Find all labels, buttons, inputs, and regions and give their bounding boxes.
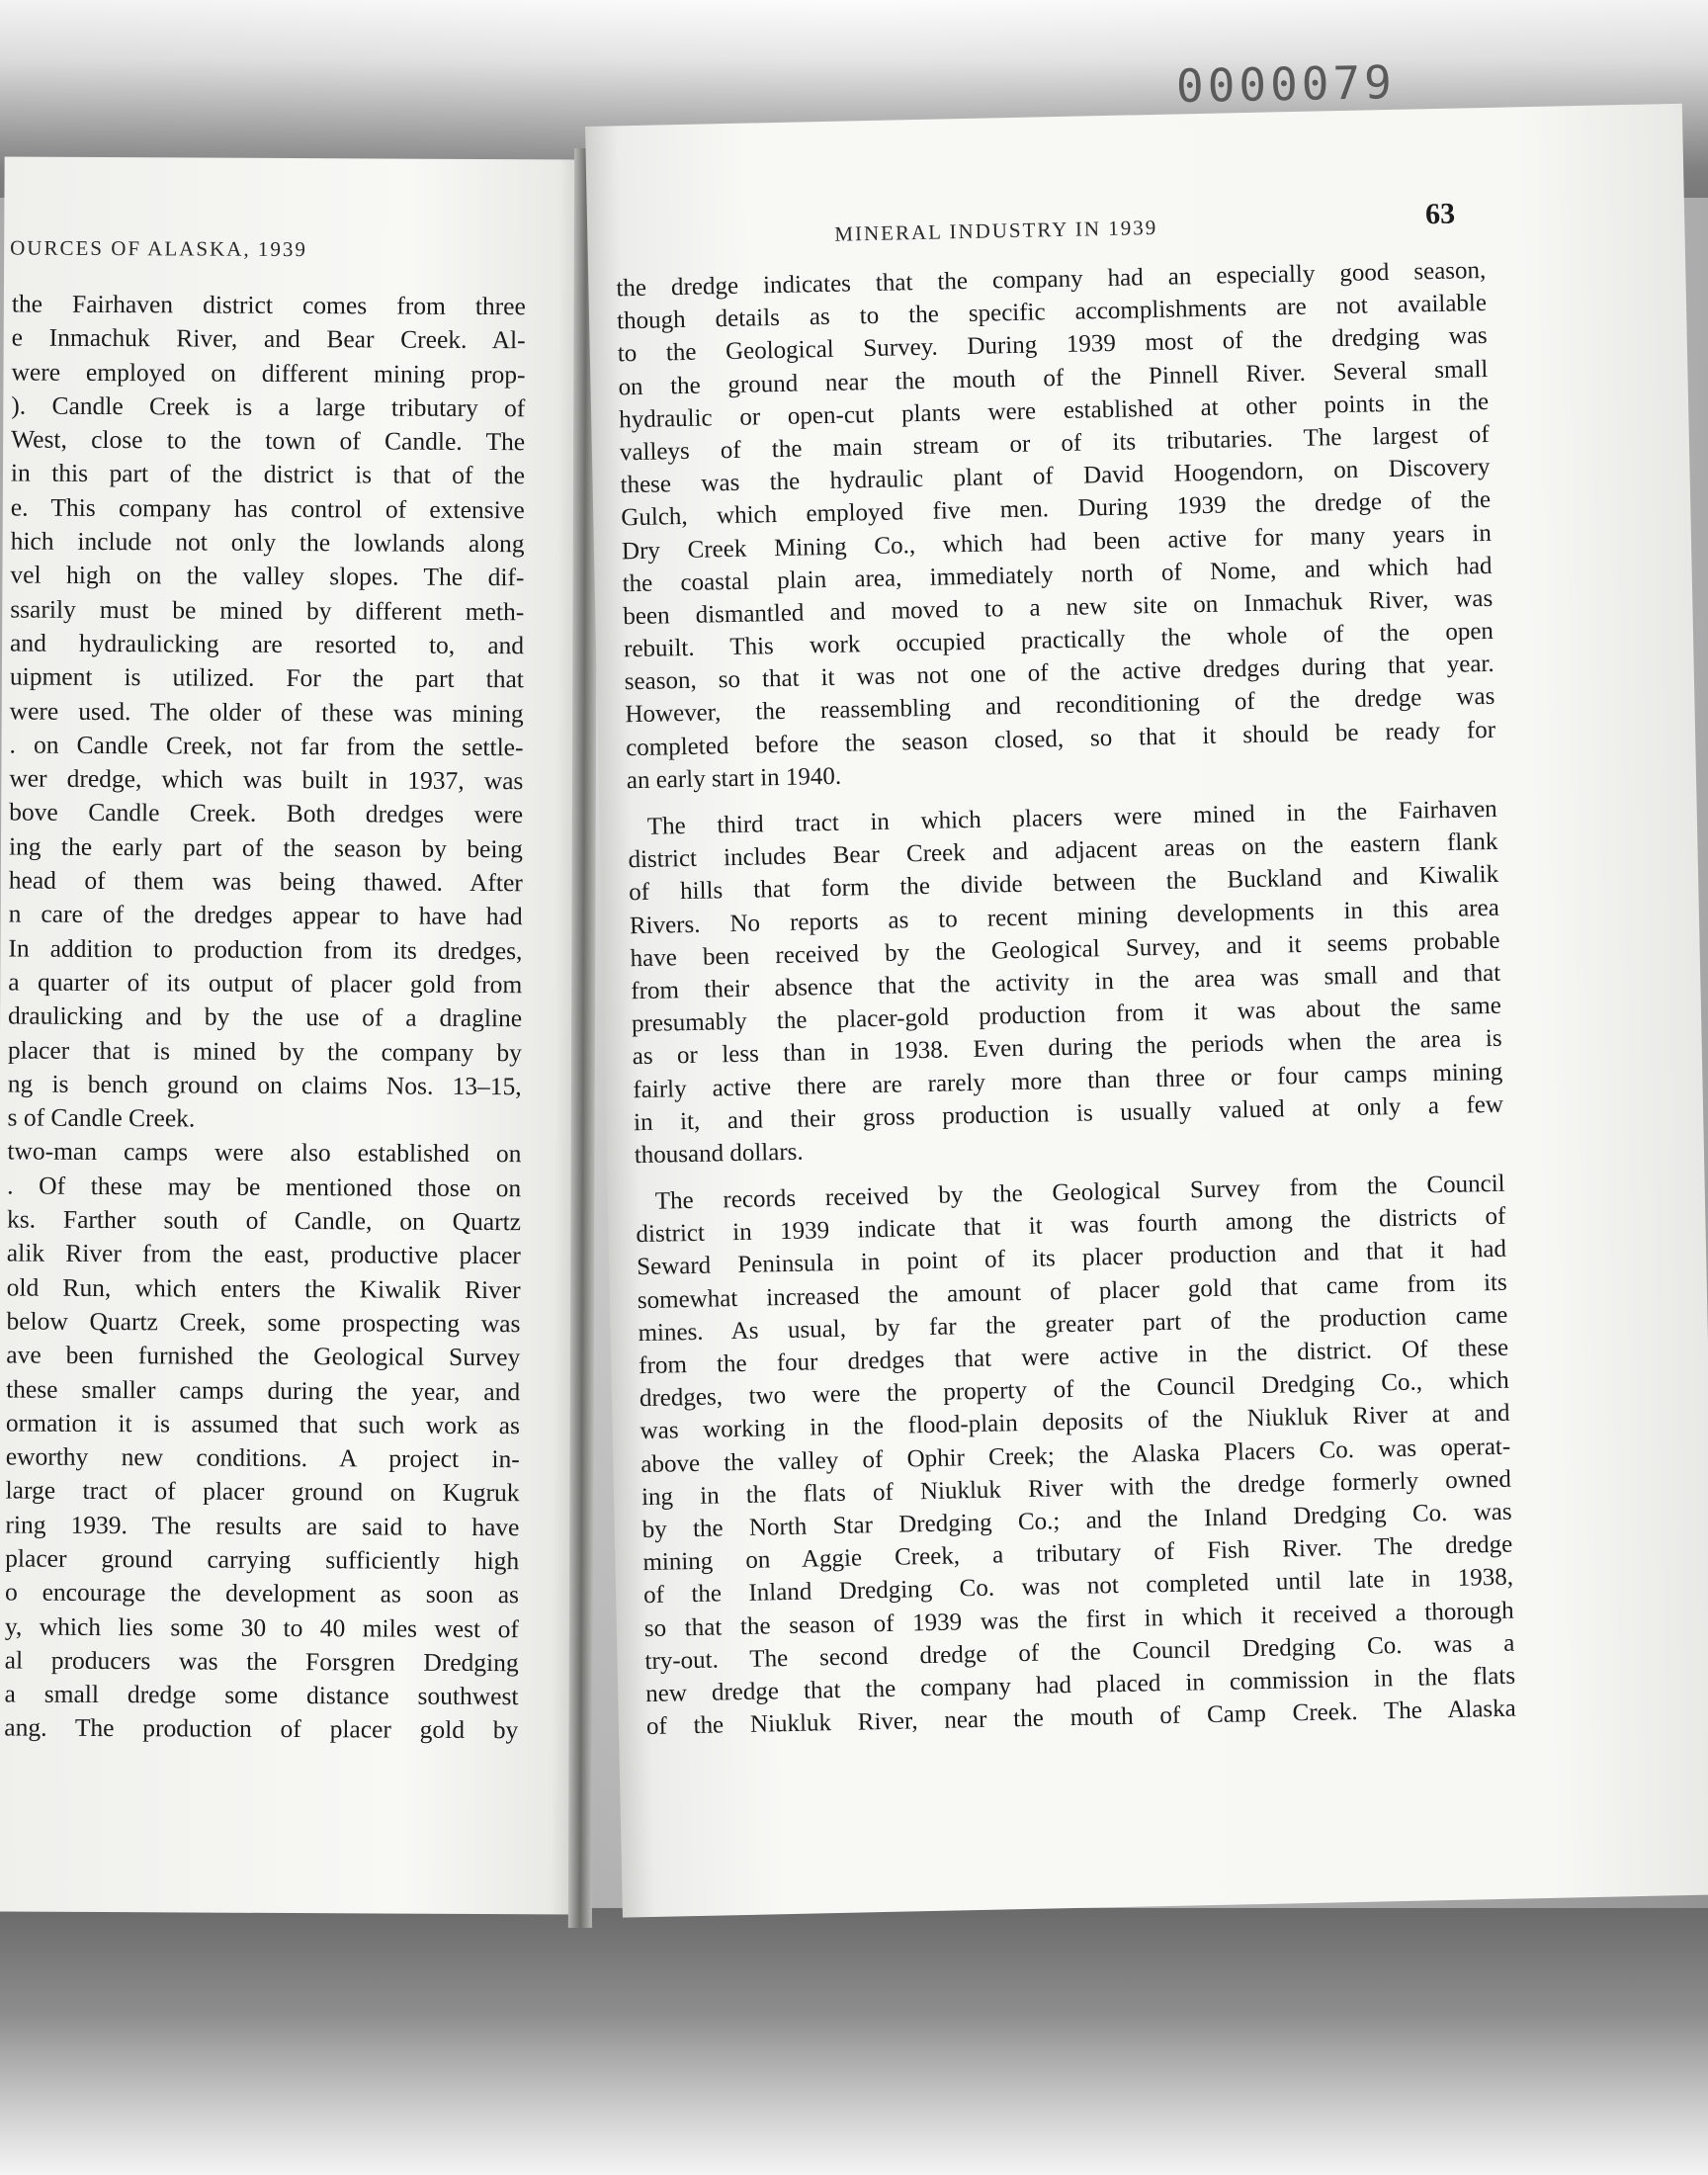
text-line: of hills that form the divide between the Buckland and Kiwalik <box>628 861 1499 907</box>
text-line: season, so that it was not one of the active dredges during that year. <box>624 651 1494 696</box>
text-line: old Run, which enters the Kiwalik River <box>6 1272 521 1304</box>
text-line: valleys of the main stream or of its tributaries. The largest of <box>619 420 1491 467</box>
text-line: in it, and their gross production is usually valued at only a few <box>633 1090 1504 1136</box>
text-line: and hydraulicking are resorted to, and <box>10 628 525 660</box>
text-line: to the Geological Survey. During 1939 most of the dredging was <box>617 322 1488 368</box>
text-line: head of them was being thawed. After <box>8 865 523 898</box>
text-line: were employed on different mining prop- <box>11 357 526 389</box>
text-line: alik River from the east, productive placer <box>6 1238 521 1270</box>
text-line: large tract of placer ground on Kugruk <box>5 1475 520 1508</box>
text-line: dredges, two were the property of the Council Dredging Co., which <box>639 1366 1510 1413</box>
left-page-text <box>4 288 526 1748</box>
text-line: so that the season of 1939 was the first in which it received a thorough <box>643 1597 1514 1642</box>
text-line: hydraulic or open-cut plants were established at other points in the <box>618 388 1490 434</box>
text-line: though details as to the specific accomplishments are not available <box>616 290 1488 335</box>
text-line: new dredge that the company had placed in commission in the flats <box>644 1662 1516 1707</box>
text-line: ring 1939. The results are said to have <box>5 1510 520 1541</box>
text-line: district in 1939 indicate that it was fourth among the districts of <box>636 1202 1506 1249</box>
text-line: ang. The production of placer gold by <box>4 1712 519 1745</box>
text-line: y, which lies some 30 to 40 miles west of <box>4 1611 519 1643</box>
text-line: completed before the season closed, so that it should be ready for <box>625 716 1496 761</box>
right-page <box>585 104 1708 1918</box>
text-line: these smaller camps during the year, and <box>6 1374 521 1406</box>
text-line: ing in the flats of Niukluk River with the dredge formerly owned <box>640 1465 1512 1511</box>
text-line: a quarter of its output of placer gold from <box>8 967 523 1000</box>
text-line: an early start in 1940. <box>626 762 842 795</box>
text-line: fairly active there are rarely more than three or four camps mining <box>633 1058 1503 1103</box>
text-line: of the Inland Dredging Co. was not completed until late in 1938, <box>642 1563 1514 1610</box>
text-line: rebuilt. This work occupied practically the whole of the open <box>623 617 1494 663</box>
text-line: have been received by the Geological Survey, and it seems probable <box>630 926 1500 972</box>
document-number-stamp: 0000079 <box>1175 55 1397 114</box>
text-line: West, close to the town of Candle. The <box>11 424 526 457</box>
text-line: these was the hydraulic plant of David Hoogendorn, on Discovery <box>620 454 1491 499</box>
text-line: ks. Farther south of Candle, on Quartz <box>6 1204 522 1237</box>
left-running-head: OURCES OF ALASKA, 1939 <box>10 235 307 262</box>
right-running-head: MINERAL INDUSTRY IN 1939 <box>834 215 1158 246</box>
text-line: hich include not only the lowlands along <box>10 526 525 559</box>
text-line: from the four dredges that were active in the district. Of these <box>638 1334 1509 1380</box>
text-line: by the North Star Dredging Co.; and the Inland Dredging Co. was <box>641 1498 1512 1544</box>
left-page <box>0 156 583 1914</box>
text-line: somewhat increased the amount of placer gold that came from its <box>637 1268 1507 1314</box>
text-line: n care of the dredges appear to have had <box>8 899 523 931</box>
text-line: presumably the placer-gold production from it was about the same <box>631 992 1502 1038</box>
text-line: al producers was the Forsgren Dredging <box>4 1645 519 1678</box>
text-line: Dry Creek Mining Co., which had been active for many years in <box>621 519 1493 565</box>
text-line: mining on Aggie Creek, a tributary of Fish River. The dredge <box>642 1530 1513 1577</box>
text-line: above the valley of Ophir Creek; the Alaska Placers Co. was operat- <box>640 1433 1511 1478</box>
paragraph <box>628 793 1504 1172</box>
text-line: on the ground near the mouth of the Pinnell River. Several small <box>618 355 1489 400</box>
text-line: been dismantled and moved to a new site on Inmachuk River, was <box>623 584 1494 631</box>
text-line: In addition to production from its dredges, <box>8 933 523 965</box>
text-line: Gulch, which employed five men. During 1939 the dredge of the <box>621 486 1492 532</box>
paragraph <box>616 254 1496 797</box>
text-line: uipment is utilized. For the part that <box>9 661 524 694</box>
text-line: However, the reassembling and reconditioning of the dredge was <box>625 683 1495 729</box>
text-line: from their absence that the activity in the area was small and that <box>631 959 1501 1005</box>
text-line: ormation it is assumed that such work as <box>5 1408 521 1440</box>
text-line: ing the early part of the season by being <box>8 831 524 863</box>
text-line: Seward Peninsula in point of its placer production and that it had <box>636 1236 1507 1281</box>
paragraph <box>635 1168 1516 1743</box>
text-line: vel high on the valley slopes. The dif- <box>10 560 525 592</box>
text-line: s of Candle Creek. <box>7 1102 196 1133</box>
text-line: e. This company has control of extensive <box>10 492 525 525</box>
text-line: wer dredge, which was built in 1937, was <box>9 763 524 796</box>
text-line: e Inmachuk River, and Bear Creek. Al- <box>11 322 526 355</box>
text-line: . on Candle Creek, not far from the settle- <box>9 730 524 762</box>
text-line: bove Candle Creek. Both dredges were <box>9 797 524 829</box>
page-number: 63 <box>1424 197 1456 231</box>
text-line: the coastal plain area, immediately north of Nome, and which had <box>622 552 1493 597</box>
text-line: below Quartz Creek, some prospecting was <box>6 1306 521 1339</box>
text-line: The records received by the Geological Survey from the Council <box>654 1170 1505 1215</box>
text-line: try-out. The second dredge of the Council Dredging Co. was a <box>644 1629 1515 1675</box>
text-line: o encourage the development as soon as <box>4 1577 520 1610</box>
bottom-shadow <box>0 1908 1708 2175</box>
text-line: ). Candle Creek is a large tributary of <box>11 391 526 423</box>
text-line: of the Niukluk River, near the mouth of Camp Creek. The Alaska <box>645 1695 1517 1741</box>
text-line: . Of these may be mentioned those on <box>7 1171 522 1202</box>
text-line: ng is bench ground on claims Nos. 13–15, <box>7 1069 522 1101</box>
text-line: draulicking and by the use of a dragline <box>8 1000 523 1033</box>
text-line: Rivers. No reports as to recent mining developments in this area <box>629 894 1500 939</box>
text-line: were used. The older of these was mining <box>9 696 524 728</box>
text-line: mines. As usual, by far the greater part of the production came <box>638 1301 1508 1347</box>
text-line: the Fairhaven district comes from three <box>11 289 526 321</box>
text-line: the dredge indicates that the company had an especially good season, <box>616 256 1487 303</box>
text-line: ssarily must be mined by different meth- <box>10 594 525 626</box>
right-page-text <box>616 254 1516 1743</box>
text-line: two-man camps were also established on <box>7 1136 522 1169</box>
text-line: was working in the flood-plain deposits of the Niukluk River at and <box>640 1400 1510 1445</box>
text-line: district includes Bear Creek and adjacent areas on the eastern flank <box>628 828 1498 874</box>
text-line: placer that is mined by the company by <box>7 1035 522 1067</box>
text-line: placer ground carrying sufficiently high <box>5 1543 520 1576</box>
text-line: a small dredge some distance southwest <box>4 1679 519 1711</box>
text-line: eworthy new conditions. A project in- <box>5 1441 520 1474</box>
text-line: The third tract in which placers were mined in the Fairhaven <box>646 795 1497 840</box>
text-line: as or less than in 1938. Even during the periods when the area is <box>632 1025 1502 1071</box>
text-line: in this part of the district is that of the <box>10 459 526 490</box>
text-line: thousand dollars. <box>634 1138 804 1170</box>
text-line: ave been furnished the Geological Survey <box>6 1340 521 1372</box>
